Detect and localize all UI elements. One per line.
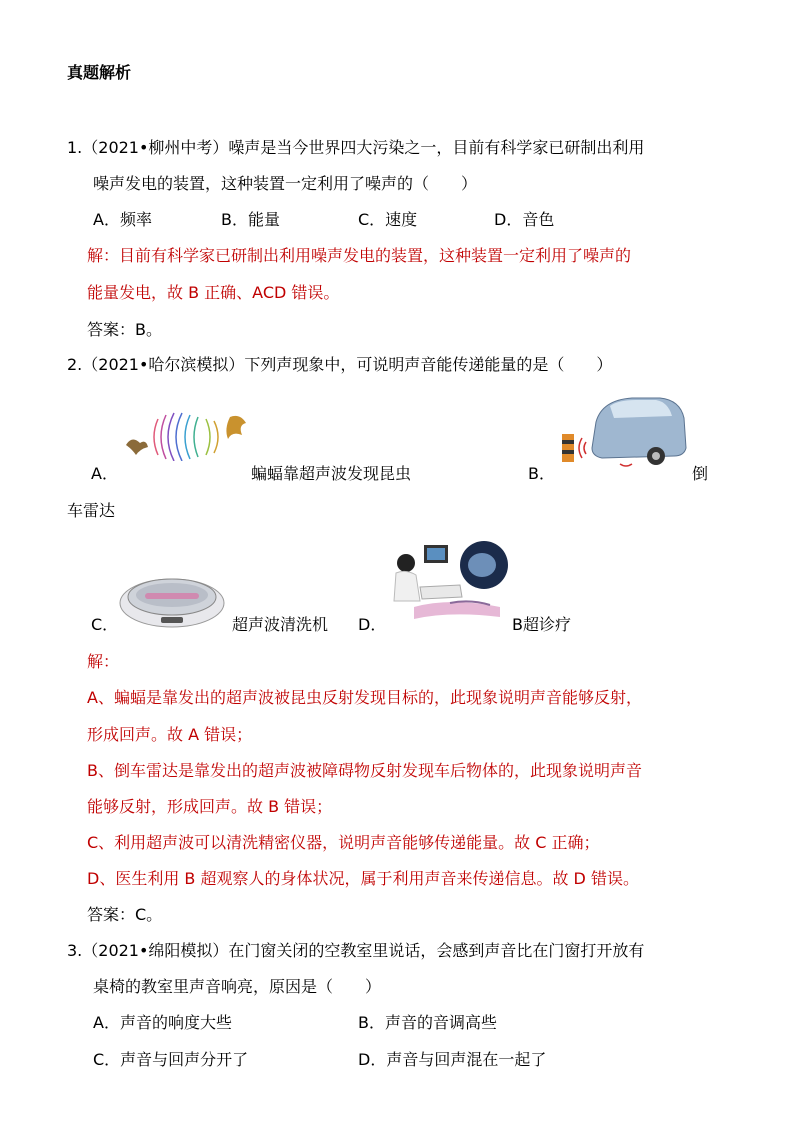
- q3-option-b: B．声音的音调高些: [358, 1013, 497, 1032]
- q3-stem-line2: 桌椅的教室里声音响亮，原因是（ ）: [93, 977, 382, 996]
- q1-option-a: A．频率: [93, 210, 152, 229]
- car-radar-image: [556, 392, 690, 474]
- q1-solution-line1: 解：目前有科学家已研制出利用噪声发电的装置，这种装置一定利用了噪声的: [87, 246, 632, 265]
- q2-option-b-letter: B．: [528, 464, 555, 483]
- q1-stem-line2: 噪声发电的装置，这种装置一定利用了噪声的（ ）: [93, 174, 478, 193]
- q2-option-d-letter: D．: [358, 615, 387, 634]
- bat-ultrasound-image: [118, 405, 250, 461]
- q3-option-a: A．声音的响度大些: [93, 1013, 232, 1032]
- q2-option-c-text: 超声波清洗机: [232, 615, 329, 634]
- q2-answer: 答案：C。: [87, 905, 163, 924]
- q1-stem-line1: 1.（2021•柳州中考）噪声是当今世界四大污染之一，目前有科学家已研制出利用: [67, 138, 645, 157]
- q2-solution-b-line1: B、倒车雷达是靠发出的超声波被障碍物反射发现车后物体的，此现象说明声音: [87, 761, 642, 780]
- q2-solution-a-line1: A、蝙蝠是靠发出的超声波被昆虫反射发现目标的，此现象说明声音能够反射，: [87, 688, 642, 707]
- q2-solution-label: 解：: [87, 652, 120, 671]
- section-heading: 真题解析: [67, 63, 132, 82]
- q2-option-a-letter: A．: [91, 464, 118, 483]
- q2-option-b-text-part2: 车雷达: [67, 501, 116, 520]
- q2-option-a-text: 蝙蝠靠超声波发现昆虫: [251, 464, 412, 483]
- q2-solution-b-line2: 能够反射，形成回声。故 B 错误；: [87, 797, 333, 816]
- q2-option-b-text-part1: 倒: [692, 464, 709, 483]
- q2-option-c-letter: C．: [91, 615, 119, 634]
- q3-stem-line1: 3.（2021•绵阳模拟）在门窗关闭的空教室里说话，会感到声音比在门窗打开放有: [67, 941, 645, 960]
- q1-option-c: C．速度: [358, 210, 418, 229]
- q1-answer: 答案：B。: [87, 320, 162, 339]
- q2-solution-a-line2: 形成回声。故 A 错误；: [87, 725, 253, 744]
- q2-solution-c: C、利用超声波可以清洗精密仪器，说明声音能够传递能量。故 C 正确；: [87, 833, 600, 852]
- q1-option-d: D．音色: [494, 210, 555, 229]
- q1-option-b: B．能量: [221, 210, 280, 229]
- q1-solution-line2: 能量发电，故 B 正确、ACD 错误。: [87, 283, 340, 302]
- q2-option-d-text: B超诊疗: [512, 615, 571, 634]
- q3-option-c: C．声音与回声分开了: [93, 1050, 249, 1069]
- q2-stem: 2.（2021•哈尔滨模拟）下列声现象中，可说明声音能传递能量的是（ ）: [67, 355, 613, 374]
- b-ultrasound-image: [390, 537, 512, 631]
- q3-option-d: D．声音与回声混在一起了: [358, 1050, 547, 1069]
- q2-solution-d: D、医生利用 B 超观察人的身体状况，属于利用声音来传递信息。故 D 错误。: [87, 869, 639, 888]
- ultrasonic-cleaner-image: [117, 563, 227, 631]
